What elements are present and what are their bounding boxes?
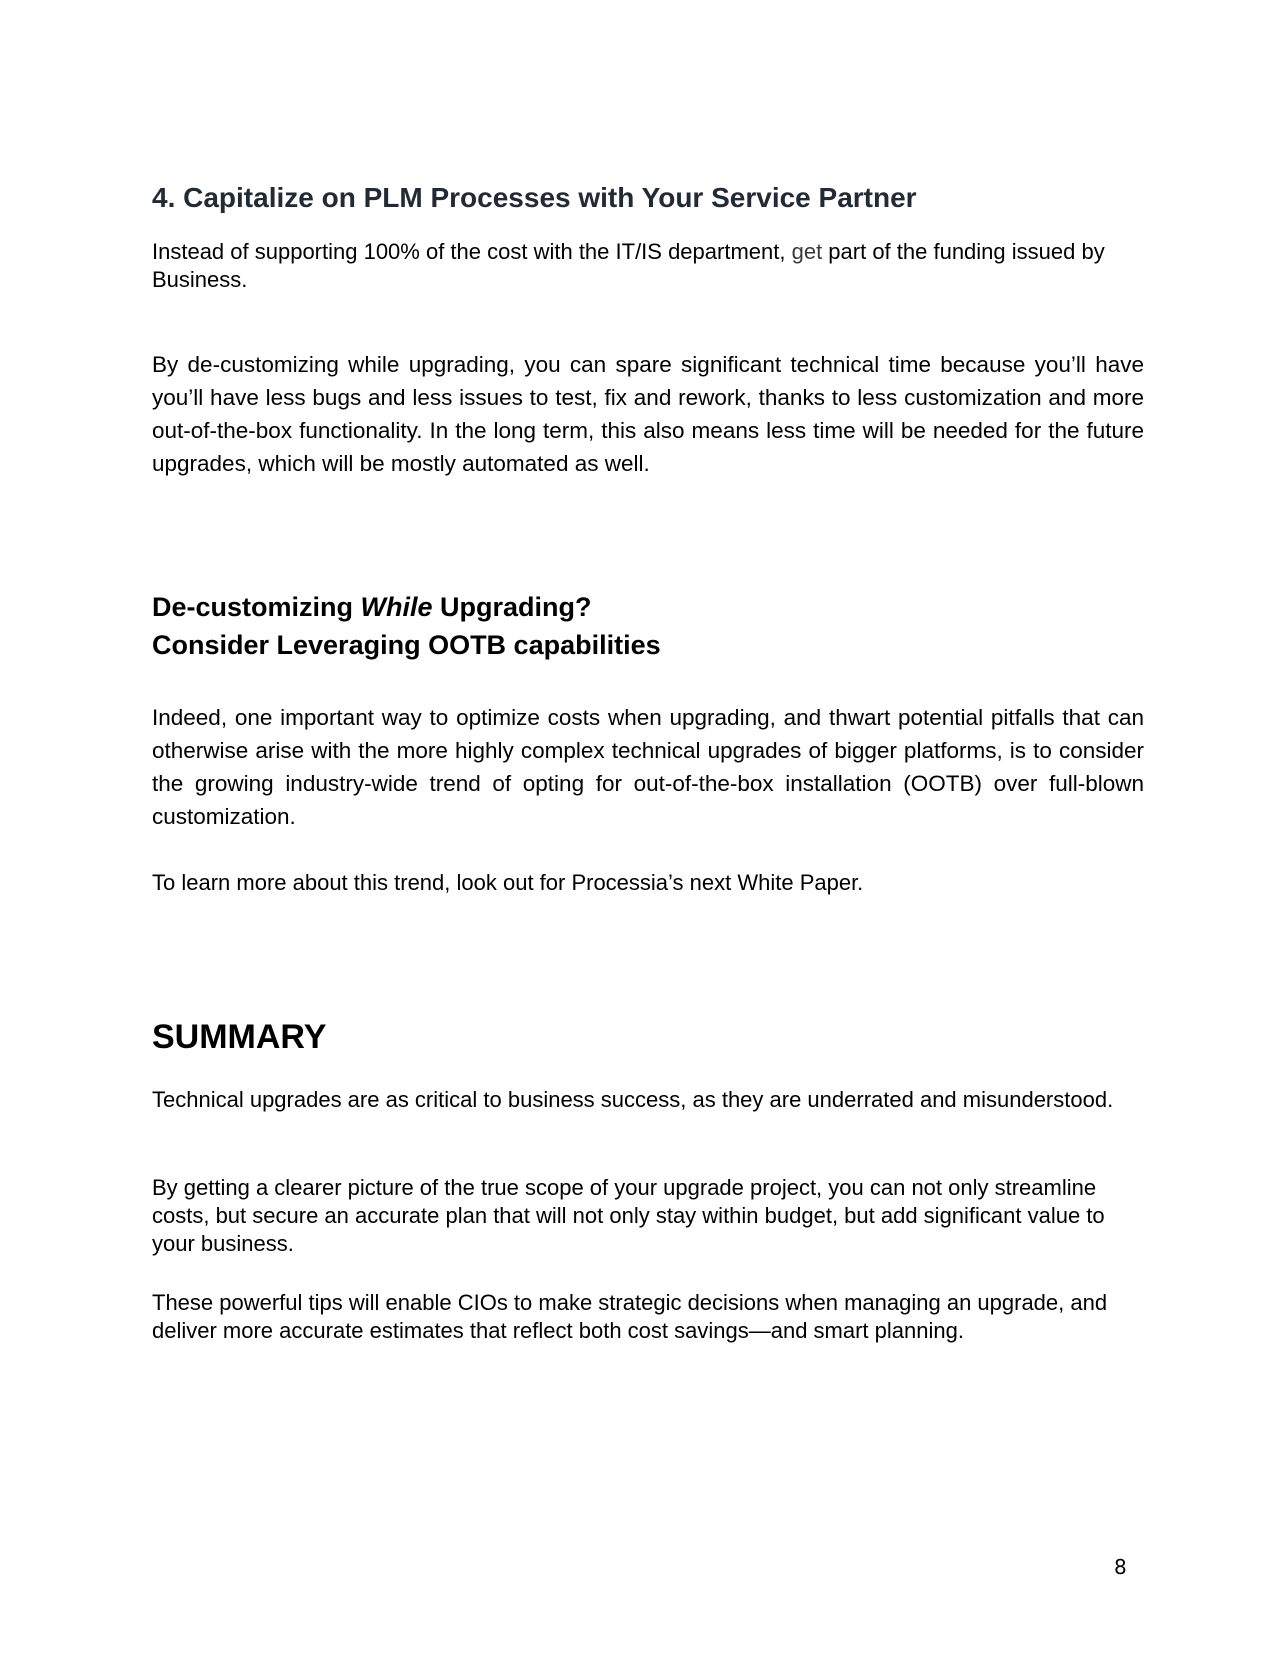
paragraph-ootb-trend: Indeed, one important way to optimize costs when upgrading, and thwart potential pitfalls that can otherwise arise with the more highly complex technical upgrades of bigger platforms, is to consider the growing industry-wide trend of opting for out-of-the-box installation (OOTB) over full-blown customization.	[152, 705, 1144, 829]
summary-heading: SUMMARY	[152, 1018, 327, 1056]
paragraph-funding-text-end: part of the funding issued by Business.	[152, 239, 1105, 292]
paragraph-funding-highlight: get	[791, 239, 823, 264]
paragraph-white-paper: To learn more about this trend, look out for Processia’s next White Paper.	[152, 870, 864, 895]
subheading-line1-start: De-customizing	[152, 592, 361, 622]
section-heading-capitalize-plm: 4. Capitalize on PLM Processes with Your Service Partner	[152, 182, 917, 213]
subheading-line2: Consider Leveraging OOTB capabilities	[152, 630, 661, 660]
paragraph-decustomizing-benefits: By de-customizing while upgrading, you can spare significant technical time because you’ll have you’ll have less bugs and less issues to test, fix and rework, thanks to less customization and more out-of-the-box functionality. In the long term, this also means less time will be needed for the future upgrades, which will be mostly automated as well.	[152, 352, 1144, 476]
subheading-line1-italic: While	[360, 592, 433, 622]
paragraph-funding	[152, 238, 1144, 294]
subheading-decustomizing	[152, 588, 1144, 664]
paragraph-funding-text-start: Instead of supporting 100% of the cost with the IT/IS department,	[152, 239, 792, 264]
page-number: 8	[1114, 1555, 1127, 1579]
summary-paragraph-3: These powerful tips will enable CIOs to make strategic decisions when managing an upgrade, and deliver more accurate estimates that reflect both cost savings—and smart planning.	[152, 1290, 1108, 1343]
summary-paragraph-1: Technical upgrades are as critical to business success, as they are underrated and misunderstood.	[152, 1087, 1114, 1112]
subheading-line1-end: Upgrading?	[432, 592, 592, 622]
subheading-line1	[152, 592, 592, 622]
summary-paragraph-2: By getting a clearer picture of the true scope of your upgrade project, you can not only streamline costs, but secure an accurate plan that will not only stay within budget, but add significant value to your business.	[152, 1175, 1105, 1256]
